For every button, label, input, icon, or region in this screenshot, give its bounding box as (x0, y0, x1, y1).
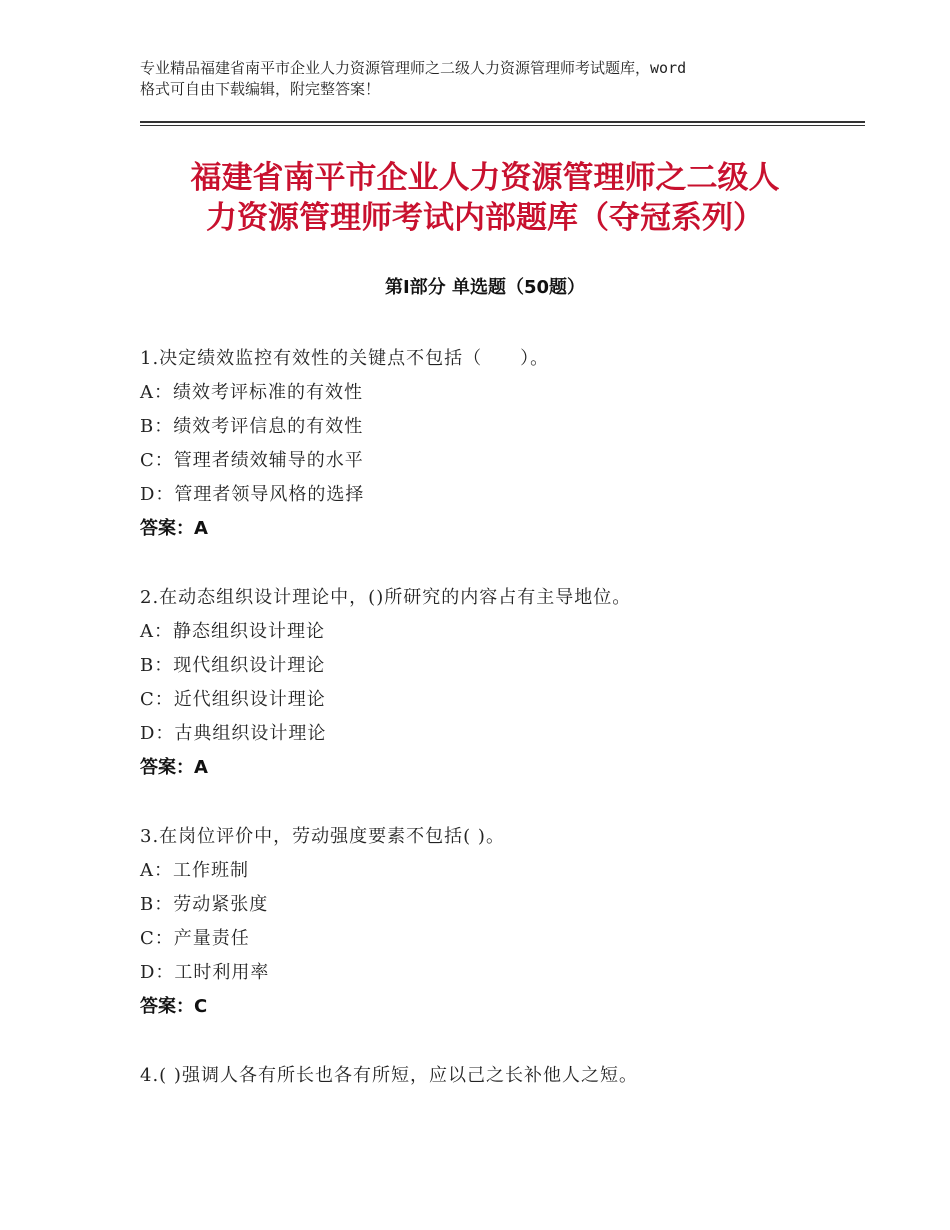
document-title-line-1: 福建省南平市企业人力资源管理师之二级人 (190, 160, 780, 196)
option-d: D：管理者领导风格的选择 (140, 484, 365, 505)
option-a: A：工作班制 (140, 860, 249, 881)
document-title-line-2: 力资源管理师考试内部题库（夺冠系列） (206, 200, 764, 236)
question-item (140, 820, 840, 1024)
header-divider-thick (140, 121, 865, 123)
option-d: D：工时利用率 (140, 962, 270, 983)
option-a: A：静态组织设计理论 (140, 621, 325, 642)
question-stem: 3.在岗位评价中，劳动强度要素不包括( )。 (140, 826, 505, 847)
question-item (140, 581, 840, 785)
option-a: A：绩效考评标准的有效性 (140, 382, 363, 403)
question-item (140, 1059, 840, 1093)
header-note (140, 58, 830, 100)
option-c: C：产量责任 (140, 928, 250, 949)
header-note-line-2: 格式可自由下载编辑，附完整答案！ (140, 80, 381, 98)
question-item (140, 342, 840, 546)
question-list (140, 342, 840, 1128)
option-c: C：管理者绩效辅导的水平 (140, 450, 364, 471)
answer: 答案：A (140, 757, 208, 778)
option-d: D：古典组织设计理论 (140, 723, 327, 744)
answer: 答案：C (140, 996, 208, 1017)
option-c: C：近代组织设计理论 (140, 689, 326, 710)
option-b: B：绩效考评信息的有效性 (140, 416, 364, 437)
answer: 答案：A (140, 518, 208, 539)
option-b: B：劳动紧张度 (140, 894, 269, 915)
question-stem: 4.( )强调人各有所长也各有所短，应以己之长补他人之短。 (140, 1065, 638, 1086)
section-title: 第Ⅰ部分 单选题（50题） (384, 277, 585, 298)
header-note-line-1: 专业精品福建省南平市企业人力资源管理师之二级人力资源管理师考试题库，word (140, 59, 687, 77)
document-title (140, 158, 830, 238)
option-b: B：现代组织设计理论 (140, 655, 326, 676)
header-divider-thin (140, 125, 865, 126)
question-stem: 1.决定绩效监控有效性的关键点不包括（ ）。 (140, 348, 550, 369)
question-stem: 2.在动态组织设计理论中，()所研究的内容占有主导地位。 (140, 587, 632, 608)
